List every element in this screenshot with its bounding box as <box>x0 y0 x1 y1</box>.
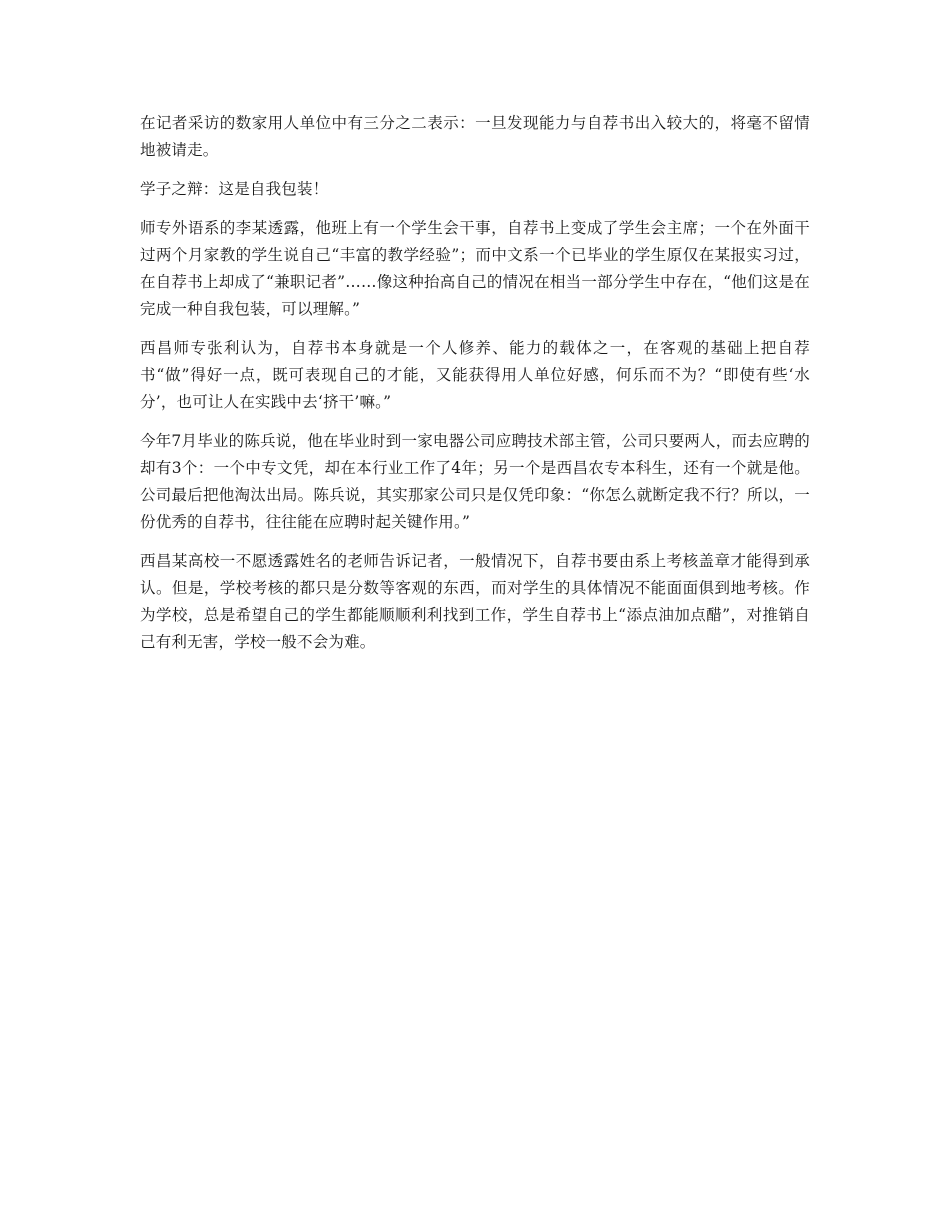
paragraph-employer-statement: 在记者采访的数家用人单位中有三分之二表示：一旦发现能力与自荐书出入较大的，将毫不留情地被请走。 <box>140 114 810 159</box>
section-heading: 学子之辩：这是自我包装！ <box>140 180 329 198</box>
paragraph-zhangli-opinion: 西昌师专张利认为，自荐书本身就是一个人修养、能力的载体之一，在客观的基础上把自荐书“做”得好一点，既可表现自己的才能，又能获得用人单位好感，何乐而不为？“即使有些‘水分’，也可让人在实践中去‘挤干’嘛。” <box>140 339 810 411</box>
paragraph-teacher-comment: 西昌某高校一不愿透露姓名的老师告诉记者，一般情况下，自荐书要由系上考核盖章才能得到承认。但是，学校考核的都只是分数等客观的东西，而对学生的具体情况不能面面俱到地考核。作为学校，总是希望自己的学生都能顺顺利利找到工作，学生自荐书上“添点油加点醋”，对推销自己有利无害，学校一般不会为难。 <box>140 552 810 651</box>
paragraph-chenbing-story: 今年7月毕业的陈兵说，他在毕业时到一家电器公司应聘技术部主管，公司只要两人，而去应聘的却有3个：一个中专文凭，却在本行业工作了4年；另一个是西昌农专本科生，还有一个就是他。公司最后把他淘汰出局。陈兵说，其实那家公司只是仅凭印象：“你怎么就断定我不行？所以，一份优秀的自荐书，往往能在应聘时起关键作用。” <box>140 432 810 531</box>
paragraph-student-examples: 师专外语系的李某透露，他班上有一个学生会干事，自荐书上变成了学生会主席；一个在外面干过两个月家教的学生说自己“丰富的教学经验”；而中文系一个已毕业的学生原仅在某报实习过，在自荐书上却成了“兼职记者”……像这种抬高自己的情况在相当一部分学生中存在，“他们这是在完成一种自我包装，可以理解。” <box>140 219 810 318</box>
document-body <box>140 110 810 668</box>
